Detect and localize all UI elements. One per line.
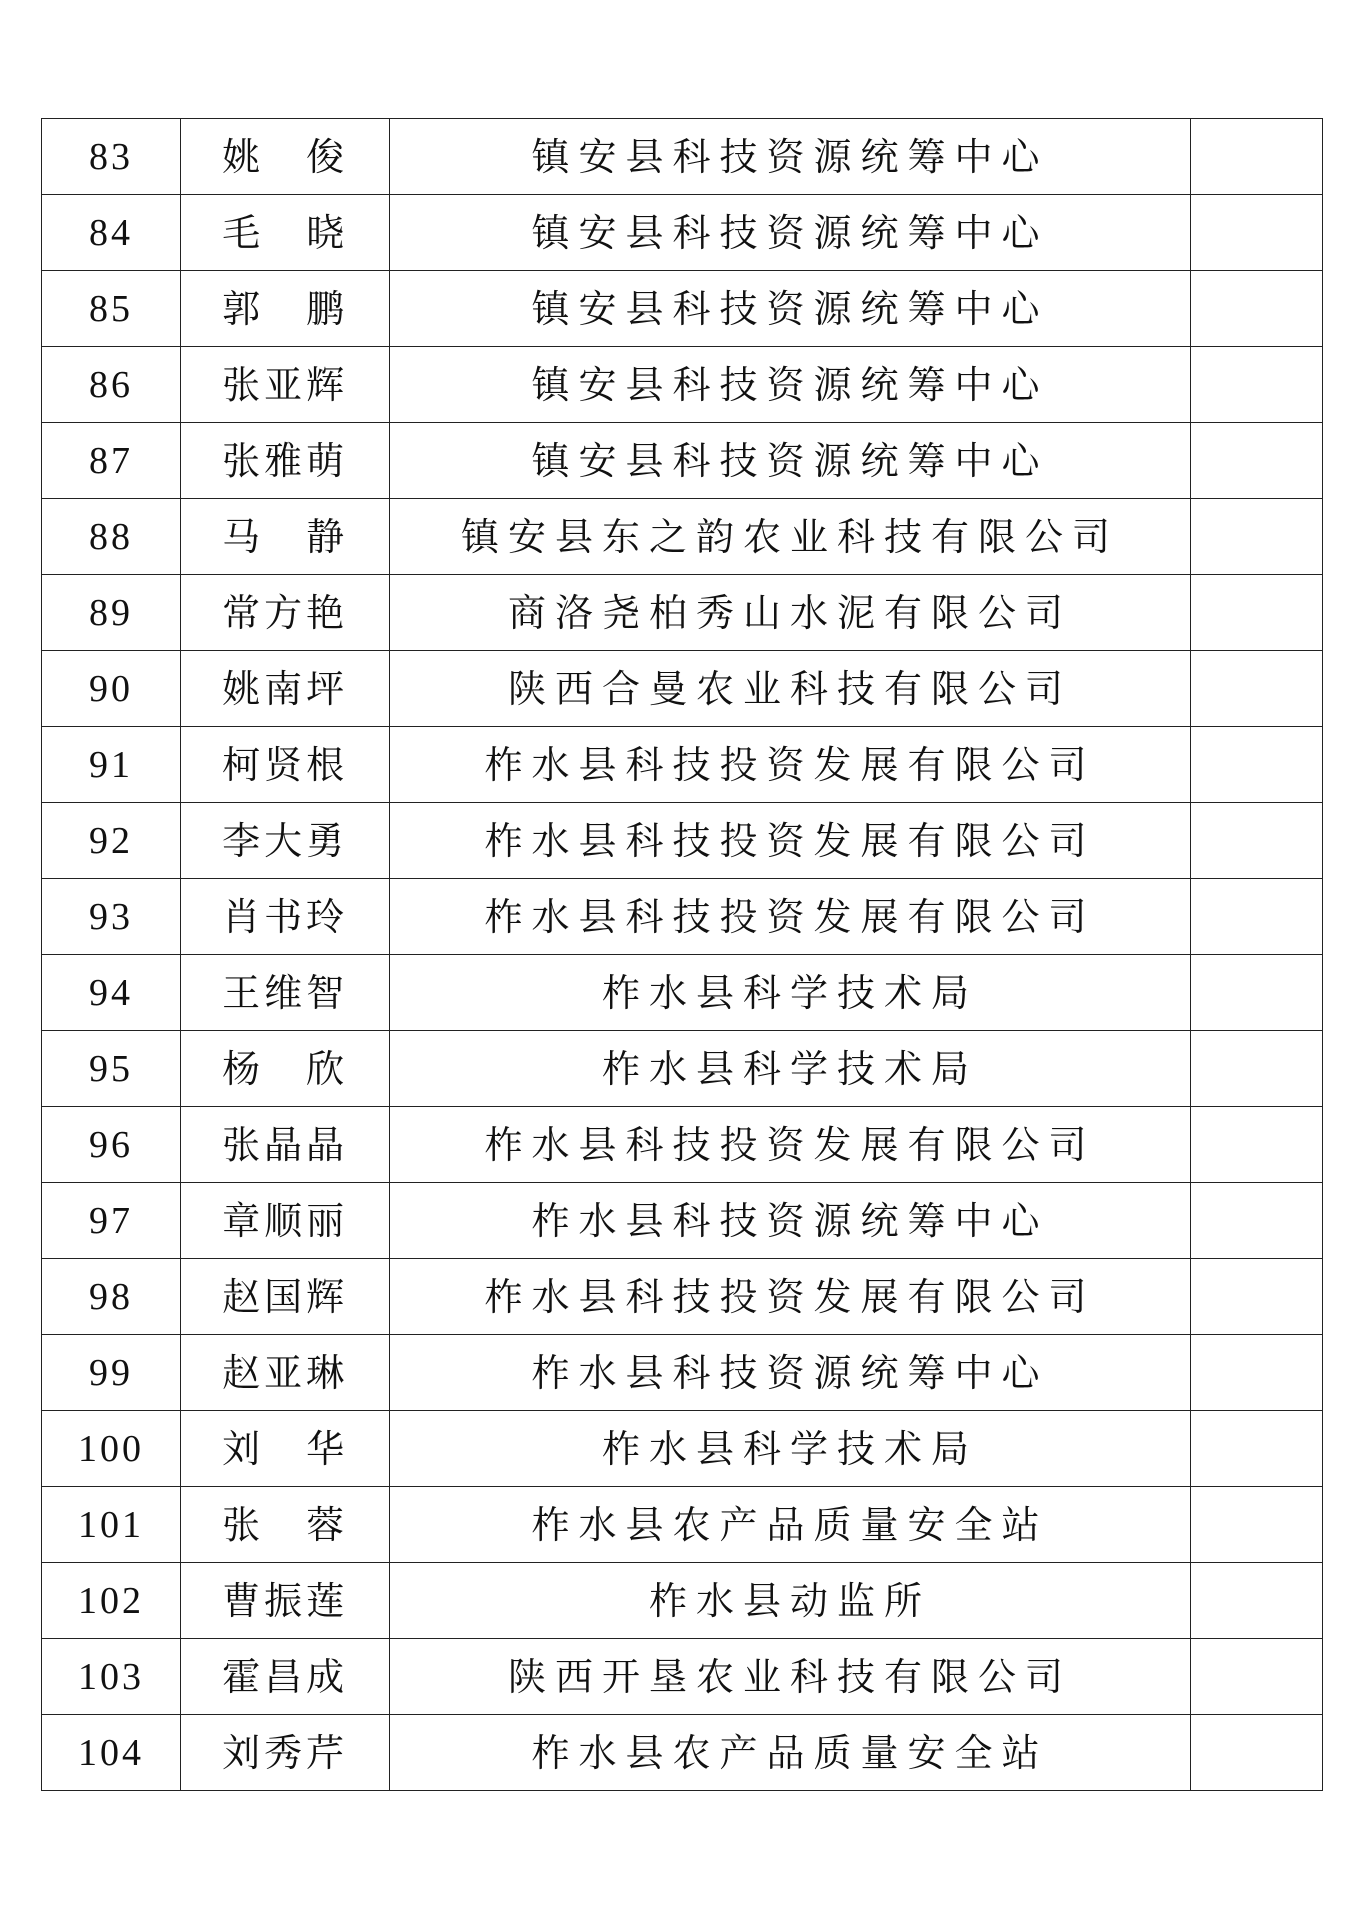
organization-cell: 镇安县科技资源统筹中心 <box>390 271 1191 347</box>
remark-cell <box>1190 1639 1322 1715</box>
person-name-cell: 毛 晓 <box>181 195 390 271</box>
row-number-cell: 100 <box>42 1411 181 1487</box>
table-row <box>42 955 1323 1031</box>
person-name-cell: 张雅萌 <box>181 423 390 499</box>
organization-cell: 镇安县科技资源统筹中心 <box>390 119 1191 195</box>
organization-cell: 镇安县科技资源统筹中心 <box>390 423 1191 499</box>
row-number-cell: 104 <box>42 1715 181 1791</box>
row-number-cell: 98 <box>42 1259 181 1335</box>
person-name-cell: 曹振莲 <box>181 1563 390 1639</box>
remark-cell <box>1190 1107 1322 1183</box>
person-name-cell: 柯贤根 <box>181 727 390 803</box>
row-number-cell: 97 <box>42 1183 181 1259</box>
table-row <box>42 1031 1323 1107</box>
remark-cell <box>1190 119 1322 195</box>
person-name-cell: 赵亚琳 <box>181 1335 390 1411</box>
person-name-cell: 张 蓉 <box>181 1487 390 1563</box>
person-name-cell: 刘秀芹 <box>181 1715 390 1791</box>
table-row <box>42 1259 1323 1335</box>
table-row <box>42 1487 1323 1563</box>
row-number-cell: 91 <box>42 727 181 803</box>
table-row <box>42 651 1323 727</box>
table-row <box>42 879 1323 955</box>
organization-cell: 柞水县科学技术局 <box>390 1411 1191 1487</box>
remark-cell <box>1190 727 1322 803</box>
row-number-cell: 99 <box>42 1335 181 1411</box>
organization-cell: 镇安县科技资源统筹中心 <box>390 195 1191 271</box>
remark-cell <box>1190 651 1322 727</box>
row-number-cell: 96 <box>42 1107 181 1183</box>
person-name-cell: 章顺丽 <box>181 1183 390 1259</box>
organization-cell: 柞水县科技资源统筹中心 <box>390 1335 1191 1411</box>
table-row <box>42 575 1323 651</box>
table-row <box>42 1563 1323 1639</box>
table-row <box>42 347 1323 423</box>
row-number-cell: 93 <box>42 879 181 955</box>
remark-cell <box>1190 271 1322 347</box>
table-row <box>42 1715 1323 1791</box>
table-row <box>42 803 1323 879</box>
row-number-cell: 102 <box>42 1563 181 1639</box>
organization-cell: 柞水县科技投资发展有限公司 <box>390 1259 1191 1335</box>
table-row <box>42 119 1323 195</box>
organization-cell: 柞水县科技投资发展有限公司 <box>390 879 1191 955</box>
remark-cell <box>1190 575 1322 651</box>
organization-cell: 陕西合曼农业科技有限公司 <box>390 651 1191 727</box>
remark-cell <box>1190 1031 1322 1107</box>
organization-cell: 陕西开垦农业科技有限公司 <box>390 1639 1191 1715</box>
organization-cell: 镇安县东之韵农业科技有限公司 <box>390 499 1191 575</box>
row-number-cell: 95 <box>42 1031 181 1107</box>
organization-cell: 柞水县科学技术局 <box>390 1031 1191 1107</box>
row-number-cell: 92 <box>42 803 181 879</box>
row-number-cell: 85 <box>42 271 181 347</box>
organization-cell: 柞水县农产品质量安全站 <box>390 1715 1191 1791</box>
remark-cell <box>1190 1411 1322 1487</box>
roster-table <box>41 118 1323 1791</box>
remark-cell <box>1190 1335 1322 1411</box>
organization-cell: 镇安县科技资源统筹中心 <box>390 347 1191 423</box>
person-name-cell: 马 静 <box>181 499 390 575</box>
row-number-cell: 84 <box>42 195 181 271</box>
row-number-cell: 86 <box>42 347 181 423</box>
person-name-cell: 张晶晶 <box>181 1107 390 1183</box>
table-row <box>42 727 1323 803</box>
remark-cell <box>1190 423 1322 499</box>
person-name-cell: 姚 俊 <box>181 119 390 195</box>
organization-cell: 柞水县科技投资发展有限公司 <box>390 727 1191 803</box>
person-name-cell: 王维智 <box>181 955 390 1031</box>
organization-cell: 商洛尧柏秀山水泥有限公司 <box>390 575 1191 651</box>
remark-cell <box>1190 879 1322 955</box>
row-number-cell: 88 <box>42 499 181 575</box>
row-number-cell: 89 <box>42 575 181 651</box>
row-number-cell: 101 <box>42 1487 181 1563</box>
organization-cell: 柞水县科技投资发展有限公司 <box>390 1107 1191 1183</box>
row-number-cell: 90 <box>42 651 181 727</box>
remark-cell <box>1190 195 1322 271</box>
row-number-cell: 83 <box>42 119 181 195</box>
person-name-cell: 姚南坪 <box>181 651 390 727</box>
person-name-cell: 李大勇 <box>181 803 390 879</box>
remark-cell <box>1190 955 1322 1031</box>
person-name-cell: 常方艳 <box>181 575 390 651</box>
person-name-cell: 郭 鹏 <box>181 271 390 347</box>
row-number-cell: 94 <box>42 955 181 1031</box>
remark-cell <box>1190 347 1322 423</box>
table-row <box>42 195 1323 271</box>
remark-cell <box>1190 1487 1322 1563</box>
table-row <box>42 1335 1323 1411</box>
remark-cell <box>1190 1715 1322 1791</box>
table-row <box>42 1183 1323 1259</box>
table-row <box>42 423 1323 499</box>
organization-cell: 柞水县科技投资发展有限公司 <box>390 803 1191 879</box>
roster-body <box>42 119 1323 1791</box>
person-name-cell: 霍昌成 <box>181 1639 390 1715</box>
row-number-cell: 103 <box>42 1639 181 1715</box>
person-name-cell: 刘 华 <box>181 1411 390 1487</box>
remark-cell <box>1190 1259 1322 1335</box>
table-row <box>42 1639 1323 1715</box>
table-row <box>42 499 1323 575</box>
person-name-cell: 杨 欣 <box>181 1031 390 1107</box>
table-row <box>42 271 1323 347</box>
organization-cell: 柞水县动监所 <box>390 1563 1191 1639</box>
remark-cell <box>1190 803 1322 879</box>
remark-cell <box>1190 499 1322 575</box>
organization-cell: 柞水县科学技术局 <box>390 955 1191 1031</box>
organization-cell: 柞水县农产品质量安全站 <box>390 1487 1191 1563</box>
person-name-cell: 赵国辉 <box>181 1259 390 1335</box>
table-row <box>42 1107 1323 1183</box>
person-name-cell: 肖书玲 <box>181 879 390 955</box>
table-row <box>42 1411 1323 1487</box>
row-number-cell: 87 <box>42 423 181 499</box>
organization-cell: 柞水县科技资源统筹中心 <box>390 1183 1191 1259</box>
person-name-cell: 张亚辉 <box>181 347 390 423</box>
remark-cell <box>1190 1183 1322 1259</box>
remark-cell <box>1190 1563 1322 1639</box>
